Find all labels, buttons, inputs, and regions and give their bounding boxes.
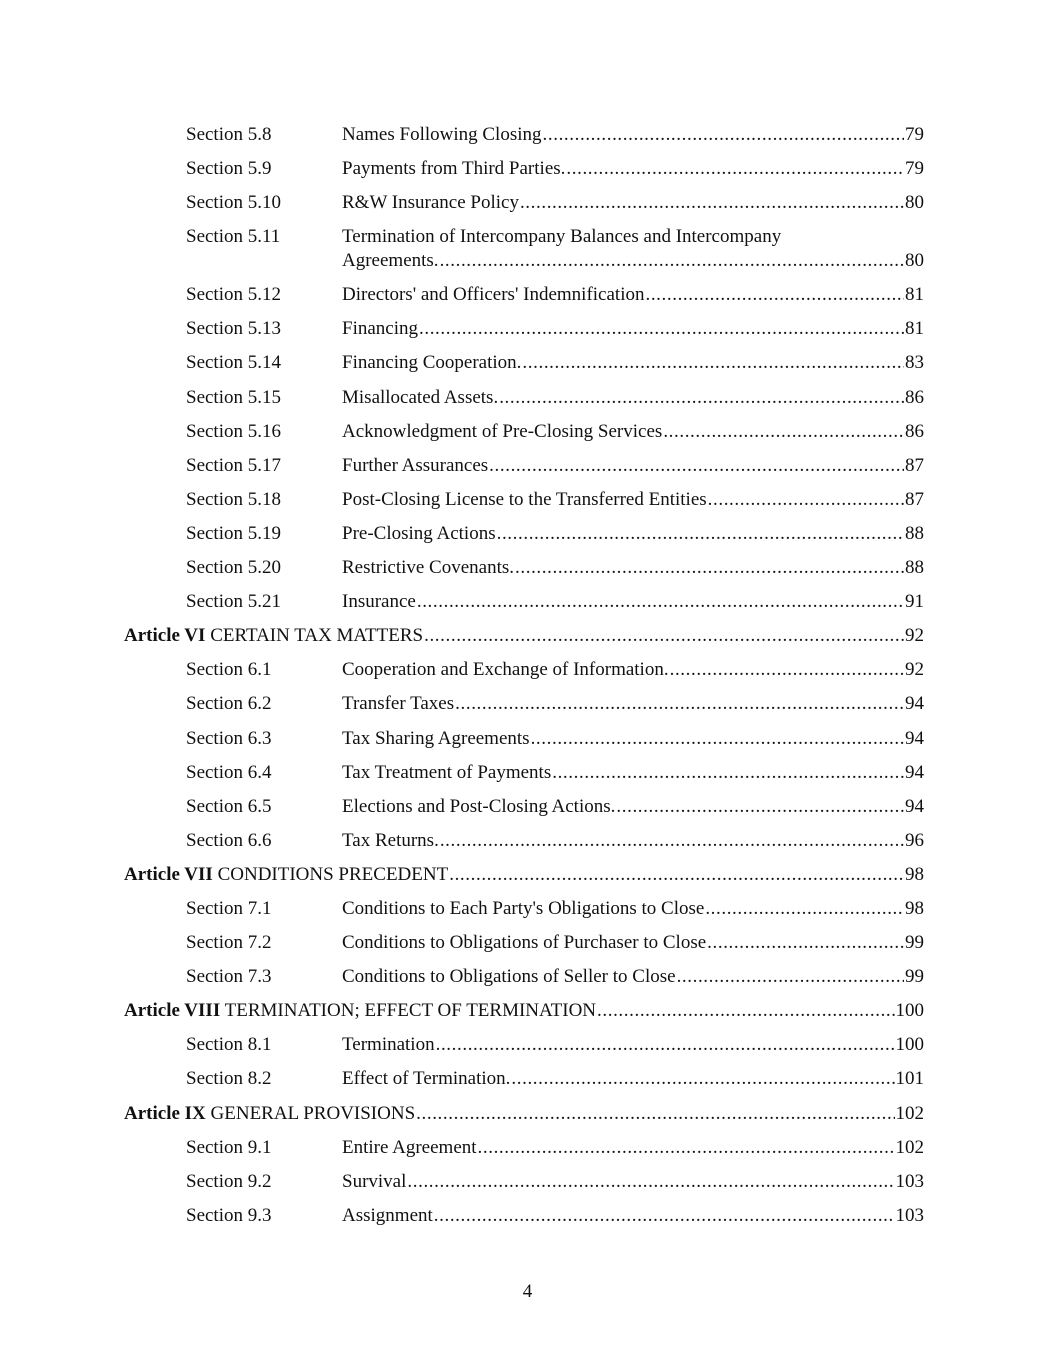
toc-page-number: 87 xyxy=(905,488,924,510)
toc-page-number: 98 xyxy=(905,863,924,885)
toc-section-entry[interactable] xyxy=(0,828,1055,862)
section-title: Conditions to Each Party's Obligations to Close xyxy=(342,897,705,919)
toc-article-entry[interactable] xyxy=(0,862,1055,896)
dot-leader xyxy=(520,192,904,214)
toc-page-number: 79 xyxy=(905,158,924,180)
toc-section-entry[interactable] xyxy=(0,760,1055,794)
toc-entry-line xyxy=(342,421,924,443)
toc-section-entry[interactable] xyxy=(0,190,1055,224)
toc-page-number: 79 xyxy=(905,124,924,145)
dot-leader xyxy=(417,591,904,613)
dot-leader xyxy=(499,387,904,409)
section-title: Tax Treatment of Payments xyxy=(342,761,552,783)
section-number: Section 6.6 xyxy=(186,829,272,851)
dot-leader xyxy=(436,1034,895,1056)
section-number: Section 5.11 xyxy=(186,226,281,248)
toc-page-number: 92 xyxy=(905,625,924,647)
section-number: Section 7.3 xyxy=(186,966,272,988)
section-number: Section 5.12 xyxy=(186,284,281,306)
section-title: Entire Agreement xyxy=(342,1136,477,1158)
dot-leader xyxy=(416,1103,894,1125)
toc-entry-line xyxy=(342,796,924,818)
section-title: Insurance xyxy=(342,591,416,613)
section-title: Acknowledgment of Pre-Closing Services xyxy=(342,420,663,442)
toc-section-entry[interactable] xyxy=(0,1032,1055,1066)
article-title: TERMINATION; EFFECT OF TERMINATION xyxy=(220,1000,597,1022)
section-title: Survival xyxy=(342,1170,407,1192)
section-number: Section 5.13 xyxy=(186,318,281,340)
toc-section-entry[interactable] xyxy=(0,122,1055,156)
section-number: Section 9.3 xyxy=(186,1204,272,1226)
toc-section-entry[interactable] xyxy=(0,453,1055,487)
toc-page-number: 88 xyxy=(905,522,924,544)
dot-leader xyxy=(645,284,904,306)
dot-leader xyxy=(434,1205,895,1227)
section-number: Section 5.19 xyxy=(186,522,281,544)
toc-entry-line xyxy=(342,693,924,715)
toc-section-entry[interactable] xyxy=(0,487,1055,521)
toc-entry-line xyxy=(342,898,924,920)
section-title: R&W Insurance Policy xyxy=(342,192,519,214)
toc-page-number: 98 xyxy=(905,897,924,919)
toc-page-number: 92 xyxy=(905,659,924,681)
toc-entry-line xyxy=(342,966,924,988)
toc-page-number: 80 xyxy=(905,250,924,272)
toc-entry-line xyxy=(342,124,924,146)
toc-article-entry[interactable] xyxy=(0,1101,1055,1135)
section-title: Termination xyxy=(342,1034,435,1056)
toc-section-entry[interactable] xyxy=(0,419,1055,453)
toc-page-number: 103 xyxy=(895,1204,924,1226)
toc-entry-line xyxy=(342,728,924,750)
dot-leader xyxy=(511,1068,894,1090)
toc-entry-line xyxy=(342,591,924,613)
toc-section-entry[interactable] xyxy=(0,1203,1055,1237)
section-number: Section 5.17 xyxy=(186,454,281,476)
section-title: Effect of Termination. xyxy=(342,1068,511,1090)
toc-page-number: 81 xyxy=(905,284,924,306)
section-number: Section 6.3 xyxy=(186,727,272,749)
section-number: Section 6.4 xyxy=(186,761,272,783)
dot-leader xyxy=(663,421,904,443)
article-label: Article VI xyxy=(124,625,206,647)
toc-entry-line xyxy=(124,1000,924,1022)
section-number: Section 5.8 xyxy=(186,124,272,145)
toc-section-entry[interactable] xyxy=(0,896,1055,930)
toc-entry-line xyxy=(342,1034,924,1056)
article-label: Article VII xyxy=(124,863,213,885)
toc-entry-line xyxy=(342,830,924,852)
dot-leader xyxy=(424,625,904,647)
toc-page-number: 102 xyxy=(895,1102,924,1124)
toc-page-number: 101 xyxy=(895,1068,924,1090)
toc-entry-line xyxy=(342,1205,924,1227)
toc-section-entry[interactable] xyxy=(0,657,1055,691)
section-title: Names Following Closing xyxy=(342,124,542,145)
toc-page-number: 100 xyxy=(895,1000,924,1022)
section-title: Misallocated Assets. xyxy=(342,386,499,408)
toc-entry-line xyxy=(124,864,924,886)
toc-page-number: 91 xyxy=(905,591,924,613)
toc-article-entry[interactable] xyxy=(0,998,1055,1032)
toc-entry-line xyxy=(342,284,924,306)
toc-entry-line xyxy=(342,192,924,214)
section-number: Section 8.1 xyxy=(186,1034,272,1056)
section-number: Section 7.2 xyxy=(186,932,272,954)
toc-page-number: 86 xyxy=(905,420,924,442)
dot-leader xyxy=(531,728,904,750)
toc-entry-line xyxy=(342,318,924,340)
toc-section-entry[interactable] xyxy=(0,930,1055,964)
dot-leader xyxy=(597,1000,894,1022)
toc-page-number: 103 xyxy=(895,1170,924,1192)
toc-entry-line xyxy=(342,1171,924,1193)
section-title-line1: Termination of Intercompany Balances and Intercompany xyxy=(342,226,782,248)
toc-page-number: 83 xyxy=(905,352,924,374)
section-title: Conditions to Obligations of Seller to Close xyxy=(342,966,676,988)
section-number: Section 9.2 xyxy=(186,1170,272,1192)
section-number: Section 5.14 xyxy=(186,352,281,374)
section-number: Section 5.16 xyxy=(186,420,281,442)
toc-entry-line xyxy=(342,387,924,409)
toc-entry-line xyxy=(124,1103,924,1125)
section-title: Further Assurances xyxy=(342,454,489,476)
dot-leader xyxy=(419,318,904,340)
toc-page-number: 86 xyxy=(905,386,924,408)
section-title: Directors' and Officers' Indemnification xyxy=(342,284,645,306)
dot-leader xyxy=(455,693,904,715)
section-number: Section 6.5 xyxy=(186,795,272,817)
dot-leader xyxy=(708,489,904,511)
section-title: Pre-Closing Actions xyxy=(342,522,496,544)
section-number: Section 9.1 xyxy=(186,1136,272,1158)
dot-leader xyxy=(440,250,904,272)
dot-leader xyxy=(478,1137,895,1159)
toc-page-number: 81 xyxy=(905,318,924,340)
toc-page-number: 94 xyxy=(905,693,924,715)
section-title: Conditions to Obligations of Purchaser to Close xyxy=(342,932,707,954)
toc-entry-line xyxy=(342,455,924,477)
section-title: Payments from Third Parties. xyxy=(342,158,566,180)
dot-leader xyxy=(497,523,904,545)
toc-section-entry[interactable] xyxy=(0,1135,1055,1169)
toc-entry-line xyxy=(342,158,924,180)
toc-entry-line xyxy=(342,762,924,784)
section-title: Assignment xyxy=(342,1204,433,1226)
toc-section-entry[interactable] xyxy=(0,691,1055,725)
section-number: Section 5.18 xyxy=(186,488,281,510)
section-number: Section 6.1 xyxy=(186,659,272,681)
dot-leader xyxy=(566,158,904,180)
section-number: Section 5.10 xyxy=(186,192,281,214)
toc-section-entry[interactable] xyxy=(0,1169,1055,1203)
section-number: Section 5.9 xyxy=(186,158,272,180)
article-title: CONDITIONS PRECEDENT xyxy=(212,863,449,885)
section-title: Financing Cooperation. xyxy=(342,352,522,374)
toc-section-entry[interactable] xyxy=(0,555,1055,589)
toc-section-entry[interactable] xyxy=(0,964,1055,998)
dot-leader xyxy=(515,557,904,579)
toc-page-number: 88 xyxy=(905,557,924,579)
dot-leader xyxy=(440,830,904,852)
toc-page-number: 102 xyxy=(895,1136,924,1158)
toc-entry-line xyxy=(124,625,924,647)
dot-leader xyxy=(543,124,904,146)
toc-section-entry[interactable] xyxy=(0,589,1055,623)
toc-section-entry[interactable] xyxy=(0,726,1055,760)
section-title: Cooperation and Exchange of Information. xyxy=(342,659,669,681)
section-title: Tax Returns. xyxy=(342,829,439,851)
section-title: Elections and Post-Closing Actions. xyxy=(342,795,616,817)
article-label: Article IX xyxy=(124,1102,206,1124)
toc-page-number: 94 xyxy=(905,761,924,783)
section-number: Section 5.20 xyxy=(186,557,281,579)
section-number: Section 5.15 xyxy=(186,386,281,408)
section-number: Section 7.1 xyxy=(186,897,272,919)
dot-leader xyxy=(449,864,904,886)
toc-page-number: 96 xyxy=(905,829,924,851)
toc-entry-line xyxy=(342,250,924,272)
toc-page-number: 80 xyxy=(905,192,924,214)
toc-section-entry[interactable] xyxy=(0,1066,1055,1100)
section-title: Restrictive Covenants. xyxy=(342,557,515,579)
article-title: CERTAIN TAX MATTERS xyxy=(205,625,424,647)
section-number: Section 8.2 xyxy=(186,1068,272,1090)
dot-leader xyxy=(707,932,904,954)
section-title: Post-Closing License to the Transferred Entities xyxy=(342,488,707,510)
page-number: 4 xyxy=(522,1281,533,1302)
toc-page-number: 87 xyxy=(905,454,924,476)
section-title: Financing xyxy=(342,318,418,340)
dot-leader xyxy=(407,1171,894,1193)
dot-leader xyxy=(522,352,904,374)
toc-page-number: 100 xyxy=(895,1034,924,1056)
toc-section-entry[interactable] xyxy=(0,521,1055,555)
toc-entry-line xyxy=(342,659,924,681)
dot-leader xyxy=(705,898,904,920)
dot-leader xyxy=(616,796,904,818)
section-title: Transfer Taxes xyxy=(342,693,455,715)
toc-section-entry[interactable] xyxy=(0,156,1055,190)
toc-section-entry[interactable] xyxy=(0,316,1055,350)
toc-section-entry[interactable] xyxy=(0,350,1055,384)
toc-page-number: 94 xyxy=(905,795,924,817)
dot-leader xyxy=(670,659,904,681)
toc-article-entry[interactable] xyxy=(0,623,1055,657)
toc-entry-line xyxy=(342,352,924,374)
toc-section-entry[interactable] xyxy=(0,794,1055,828)
article-label: Article VIII xyxy=(124,1000,221,1022)
toc-entry-line xyxy=(342,932,924,954)
toc-page-number: 99 xyxy=(905,966,924,988)
toc-section-entry[interactable] xyxy=(0,224,1055,282)
toc-entry-line xyxy=(342,557,924,579)
dot-leader xyxy=(552,762,904,784)
section-title: Agreements. xyxy=(342,250,439,272)
section-title: Tax Sharing Agreements xyxy=(342,727,530,749)
section-number: Section 6.2 xyxy=(186,693,272,715)
section-number: Section 5.21 xyxy=(186,591,281,613)
table-of-contents xyxy=(0,122,1055,1237)
dot-leader xyxy=(677,966,904,988)
toc-section-entry[interactable] xyxy=(0,385,1055,419)
toc-entry-line xyxy=(342,1068,924,1090)
dot-leader xyxy=(489,455,904,477)
toc-section-entry[interactable] xyxy=(0,282,1055,316)
toc-entry-line xyxy=(342,523,924,545)
toc-entry-line xyxy=(342,489,924,511)
article-title: GENERAL PROVISIONS xyxy=(205,1102,416,1124)
toc-page-number: 94 xyxy=(905,727,924,749)
toc-entry-line xyxy=(342,1137,924,1159)
toc-page-number: 99 xyxy=(905,932,924,954)
